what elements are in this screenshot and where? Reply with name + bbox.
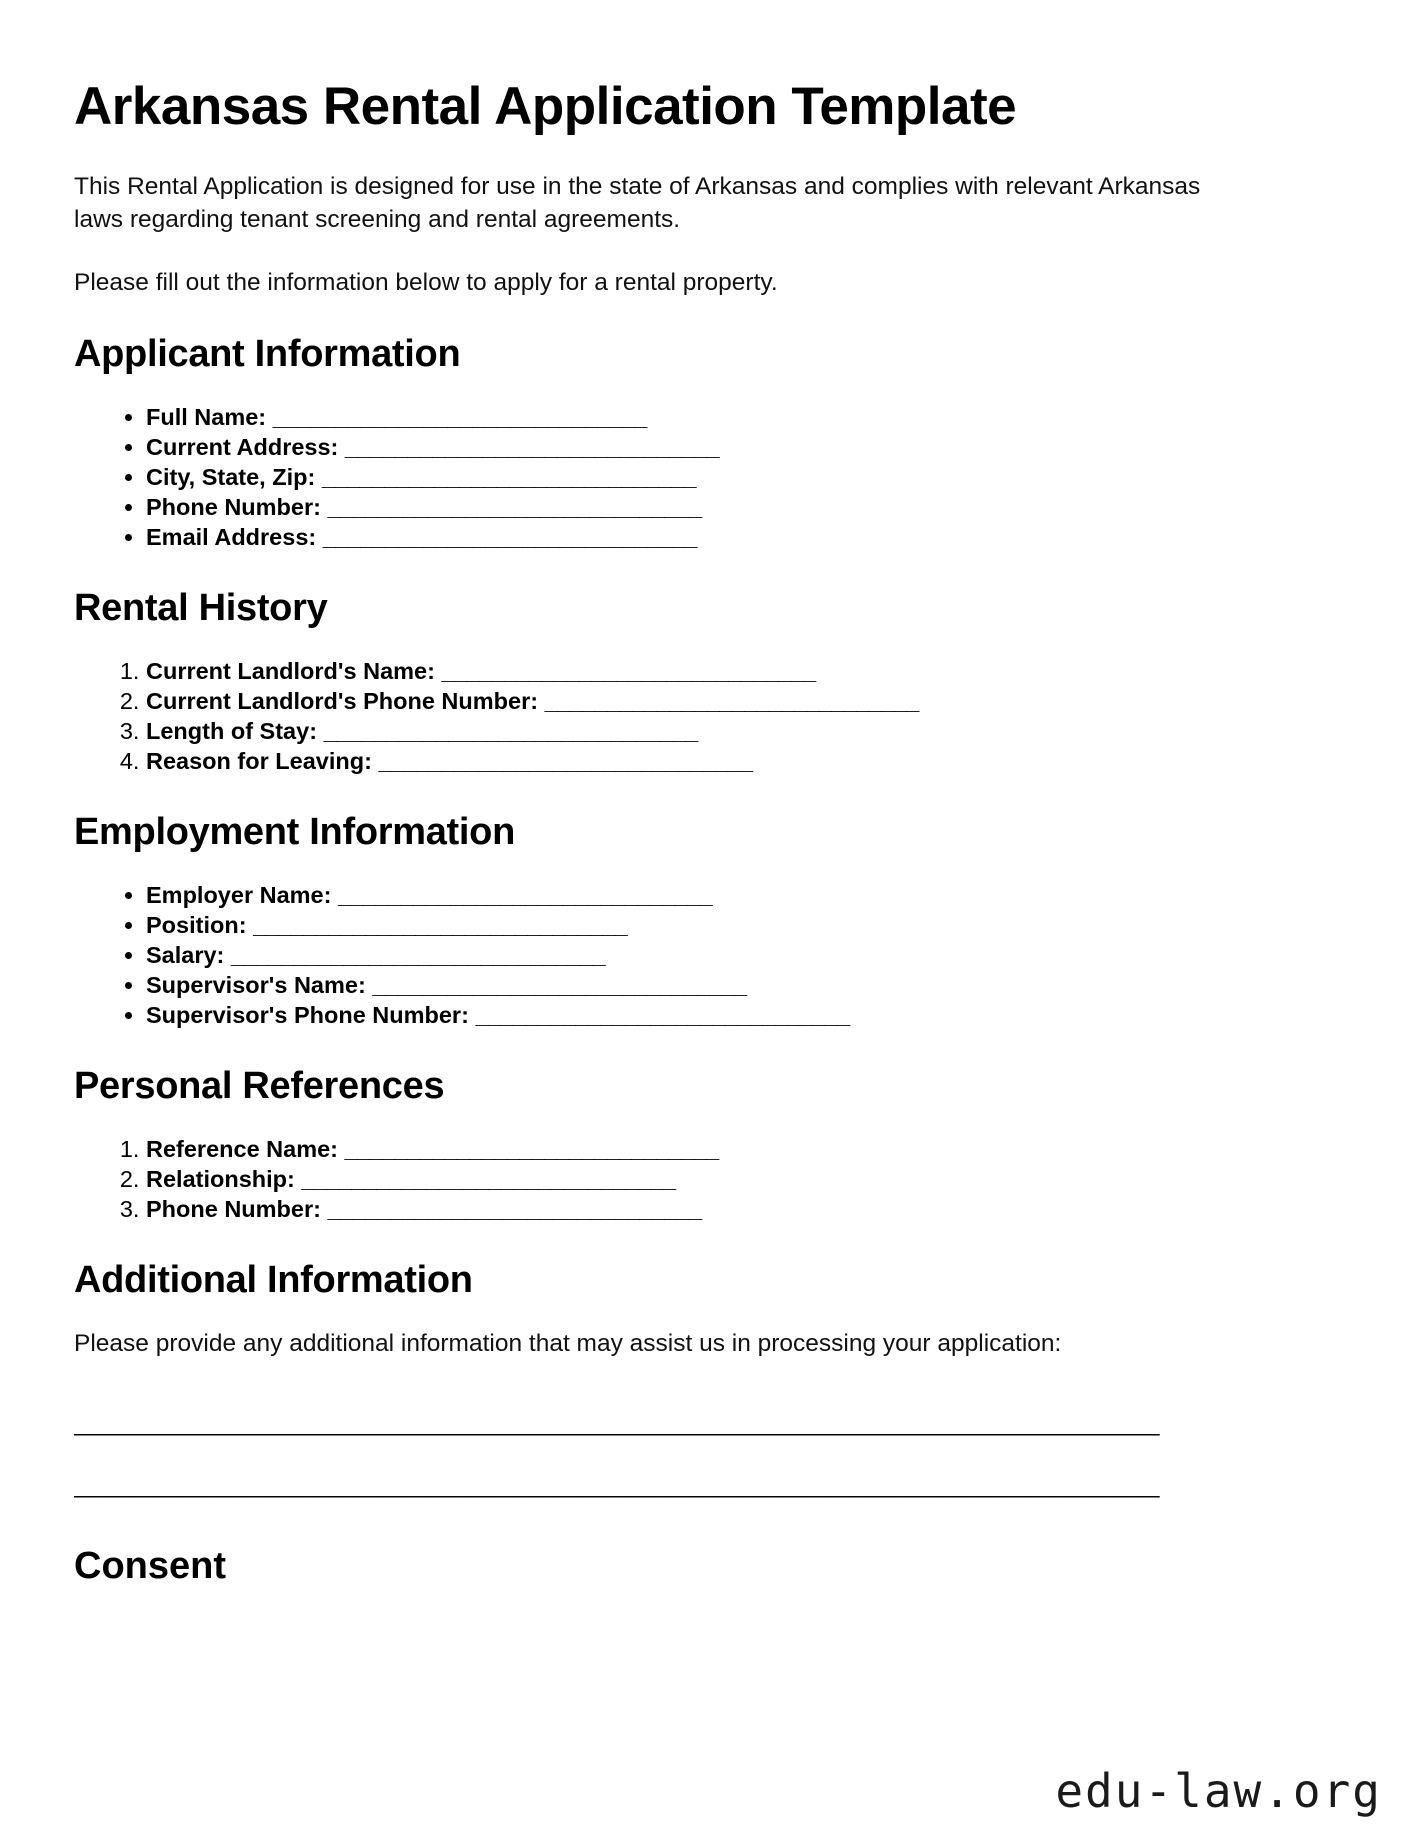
list-item [146, 432, 1344, 462]
section-heading-rental-history: Rental History [74, 586, 328, 629]
field-label: Reason for Leaving: [146, 747, 372, 774]
field-blank[interactable]: ______________________________ [344, 433, 720, 460]
field-label: City, State, Zip: [146, 463, 316, 490]
field-label: Relationship: [146, 1166, 295, 1193]
list-item [146, 522, 1344, 552]
section-heading-employment-information: Employment Information [74, 811, 515, 854]
personal-references-list [74, 1134, 1344, 1224]
field-label: Employer Name: [146, 881, 332, 908]
list-item [146, 910, 1344, 940]
list-item [146, 1164, 1344, 1194]
list-item [146, 1000, 1344, 1030]
field-label: Current Landlord's Name: [146, 657, 435, 684]
field-label: Position: [146, 911, 247, 938]
field-blank[interactable]: ______________________________ [322, 523, 697, 550]
field-blank[interactable]: ______________________________ [475, 1002, 850, 1029]
page-title: Arkansas Rental Application Template [74, 77, 1017, 136]
field-label: Supervisor's Phone Number: [146, 1002, 469, 1029]
field-blank[interactable]: ______________________________ [323, 717, 698, 744]
blank-line[interactable]: _______________________________________________________________________________________ [74, 1472, 1159, 1499]
field-label: Current Landlord's Phone Number: [146, 687, 539, 714]
list-item [146, 402, 1344, 432]
field-blank[interactable]: ______________________________ [272, 403, 647, 430]
list-item [146, 462, 1344, 492]
additional-information-prompt: Please provide any additional information that may assist us in processing your application: [74, 1330, 1062, 1358]
field-blank[interactable]: ______________________________ [327, 1196, 702, 1223]
list-item [146, 746, 1344, 776]
field-label: Phone Number: [146, 493, 321, 520]
section-heading-consent: Consent [74, 1545, 226, 1588]
list-item [146, 970, 1344, 1000]
field-label: Email Address: [146, 523, 317, 550]
field-label: Reference Name: [146, 1136, 339, 1162]
employment-information-list [74, 880, 1344, 1030]
list-item [146, 492, 1344, 522]
additional-information-blank-lines [74, 1409, 1344, 1499]
applicant-information-list [74, 402, 1344, 552]
rental-history-list [74, 656, 1344, 776]
list-item [146, 940, 1344, 970]
field-blank[interactable]: ______________________________ [372, 972, 747, 999]
section-heading-additional-information: Additional Information [74, 1259, 473, 1302]
list-item [146, 716, 1344, 746]
list-item [146, 880, 1344, 910]
section-heading-applicant-information: Applicant Information [74, 332, 461, 375]
field-label: Length of Stay: [146, 717, 318, 744]
list-item [146, 686, 1344, 716]
list-item [146, 1134, 1344, 1164]
list-item [146, 656, 1344, 686]
field-blank[interactable]: ______________________________ [321, 463, 696, 490]
field-blank[interactable]: ______________________________ [544, 687, 919, 714]
field-blank[interactable]: ______________________________ [344, 1136, 719, 1162]
field-label: Supervisor's Name: [146, 972, 366, 999]
field-blank[interactable]: ______________________________ [441, 657, 816, 684]
blank-line[interactable]: _______________________________________________________________________________________ [74, 1409, 1159, 1436]
field-label: Salary: [146, 941, 225, 968]
field-blank[interactable]: ______________________________ [230, 941, 606, 968]
field-blank[interactable]: ______________________________ [253, 911, 628, 938]
intro-paragraph-1: This Rental Application is designed for use in the state of Arkansas and complies with relevant Arkansas laws regarding tenant screening and rental agreements. [74, 173, 1201, 234]
watermark: edu-law.org [1055, 1764, 1382, 1818]
list-item [146, 1194, 1344, 1224]
section-heading-personal-references: Personal References [74, 1065, 445, 1108]
field-label: Full Name: [146, 403, 267, 430]
field-blank[interactable]: ______________________________ [327, 493, 702, 520]
field-label: Phone Number: [146, 1196, 321, 1223]
field-label: Current Address: [146, 433, 339, 460]
intro-paragraph-2: Please fill out the information below to apply for a rental property. [74, 268, 778, 296]
field-blank[interactable]: ______________________________ [301, 1166, 676, 1193]
field-blank[interactable]: ______________________________ [337, 881, 713, 908]
field-blank[interactable]: ______________________________ [378, 747, 753, 774]
